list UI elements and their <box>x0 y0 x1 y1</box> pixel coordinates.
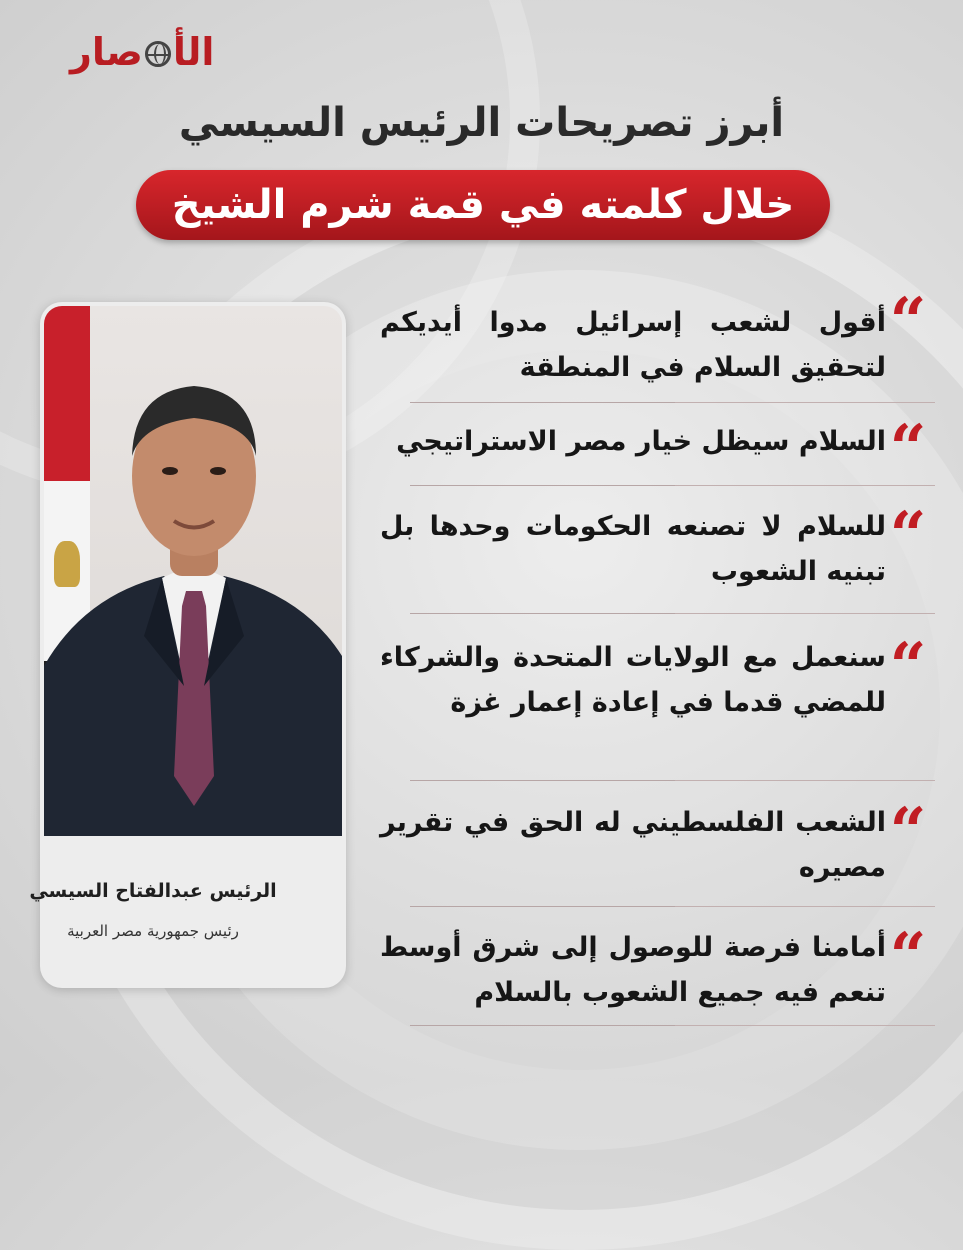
portrait-name: الرئيس عبدالفتاح السيسي <box>29 880 277 902</box>
page-title: أبرز تصريحات الرئيس السيسي <box>178 100 785 146</box>
quote-text: سنعمل مع الولايات المتحدة والشركاء للمضي قدما في إعادة إعمار غزة <box>380 642 886 718</box>
logo-text-start: الأ <box>172 30 215 74</box>
person-illustration <box>44 306 342 836</box>
quote-mark-icon: “ <box>889 284 927 359</box>
quote-mark-icon: “ <box>889 794 927 869</box>
quote-text: الشعب الفلسطيني له الحق في تقرير مصيره <box>380 807 886 883</box>
quote-mark-icon: “ <box>889 411 927 486</box>
quote-mark-icon: “ <box>889 919 927 994</box>
divider <box>410 906 935 907</box>
quote-mark-icon: “ <box>889 629 927 704</box>
divider <box>410 485 935 486</box>
divider <box>410 780 935 781</box>
quote-text: السلام سيظل خيار مصر الاستراتيجي <box>396 426 886 457</box>
divider <box>410 402 935 403</box>
subtitle-text: خلال كلمته في قمة شرم الشيخ <box>171 182 795 228</box>
quote-text: للسلام لا تصنعه الحكومات وحدها بل تبنيه الشعوب <box>380 511 886 587</box>
divider <box>410 1025 935 1026</box>
brand-logo <box>70 30 214 74</box>
globe-icon <box>145 41 171 67</box>
portrait-role: رئيس جمهورية مصر العربية <box>67 922 239 940</box>
logo-text-end: صار <box>70 30 143 74</box>
subtitle-banner <box>136 170 830 240</box>
quote-text: أقول لشعب إسرائيل مدوا أيديكم لتحقيق السلام في المنطقة <box>380 307 886 383</box>
quote-text: أمامنا فرصة للوصول إلى شرق أوسط تنعم فيه جميع الشعوب بالسلام <box>380 932 886 1008</box>
portrait-photo <box>44 306 342 836</box>
quote-mark-icon: “ <box>889 498 927 573</box>
divider <box>410 613 935 614</box>
